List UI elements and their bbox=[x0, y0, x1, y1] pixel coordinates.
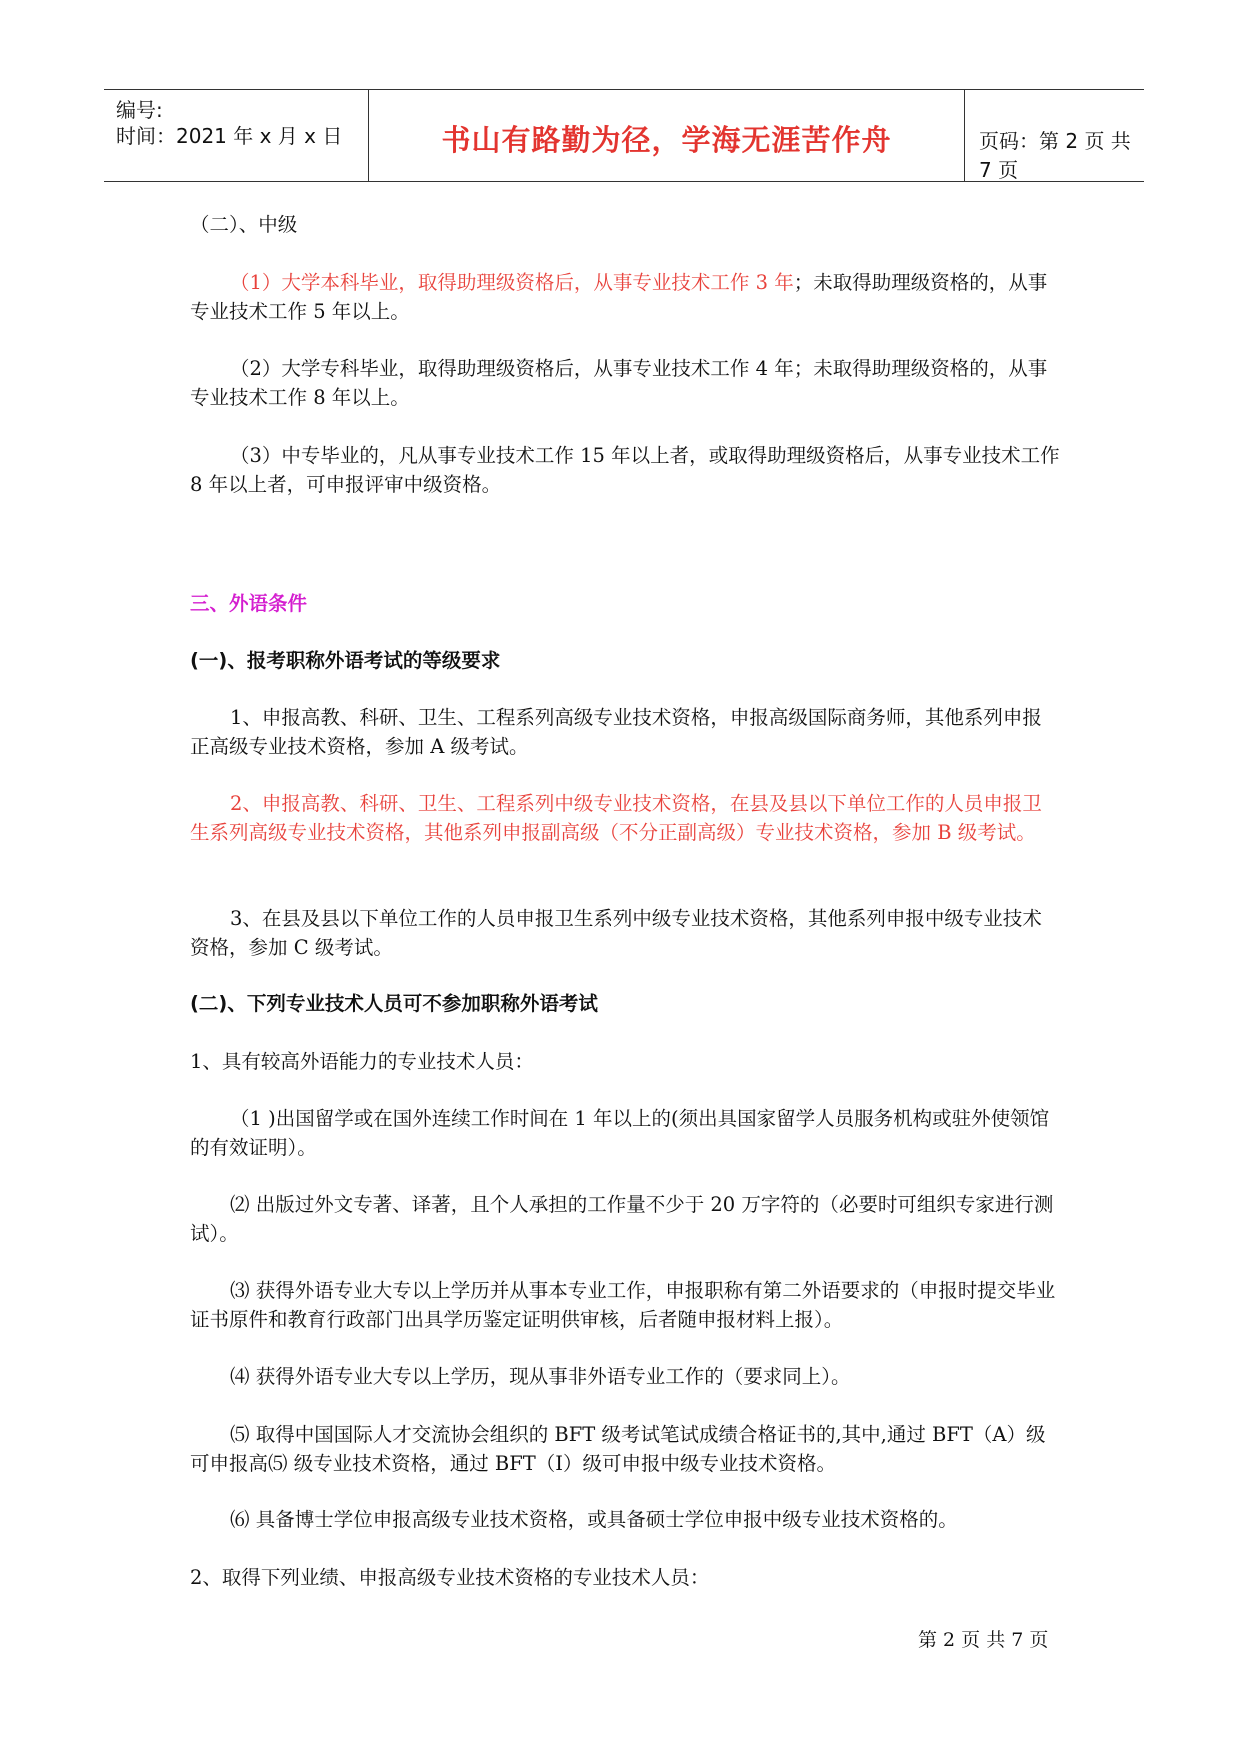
paragraph: 1、具有较高外语能力的专业技术人员： bbox=[190, 1050, 534, 1073]
paragraph: 2、取得下列业绩、申报高级专业技术资格的专业技术人员： bbox=[190, 1566, 710, 1589]
highlighted-text: （1）大学本科毕业，取得助理级资格后，从事专业技术工作 3 年 bbox=[230, 271, 794, 294]
page-footer: 第 2 页 共 7 页 bbox=[918, 1629, 1049, 1651]
paragraph: ⑹ 具备博士学位申报高级专业技术资格，或具备硕士学位申报中级专业技术资格的。 bbox=[230, 1508, 958, 1531]
subsection-heading: (二)、下列专业技术人员可不参加职称外语考试 bbox=[190, 992, 598, 1015]
highlighted-paragraph: 2、申报高教、科研、卫生、工程系列中级专业技术资格，在县及县以下单位工作的人员申报卫生系列高级专业技术资格，其他系列申报副高级（不分正副高级）专业技术资格，参加 B 级考试。 bbox=[190, 792, 1042, 844]
header-page-label: 页码：第 2 页 共 7 页 bbox=[979, 129, 1131, 182]
paragraph: ⑸ 取得中国国际人才交流协会组织的 BFT 级考试笔试成绩合格证书的,其中,通过 BFT（A）级可申报高⑸ 级专业技术资格，通过 BFT（I）级可申报中级专业技术资格。 bbox=[190, 1423, 1046, 1475]
subsection-heading: (一)、报考职称外语考试的等级要求 bbox=[190, 649, 501, 672]
header-table bbox=[104, 89, 1144, 182]
number-label: 编号: bbox=[116, 98, 163, 122]
header-page-cell bbox=[965, 90, 1144, 181]
paragraph: （1 )出国留学或在国外连续工作时间在 1 年以上的(须出具国家留学人员服务机构或驻外使领馆的有效证明）。 bbox=[190, 1107, 1050, 1159]
paragraph: 1、申报高教、科研、卫生、工程系列高级专业技术资格，申报高级国际商务师，其他系列申报正高级专业技术资格，参加 A 级考试。 bbox=[190, 706, 1042, 758]
paragraph: ⑵ 出版过外文专著、译著，且个人承担的工作量不少于 20 万字符的（必要时可组织专家进行测试）。 bbox=[190, 1193, 1054, 1245]
paragraph: （2）大学专科毕业，取得助理级资格后，从事专业技术工作 4 年；未取得助理级资格的，从事专业技术工作 8 年以上。 bbox=[190, 357, 1048, 409]
header-motto-cell bbox=[369, 90, 965, 181]
paragraph: ⑶ 获得外语专业大专以上学历并从事本专业工作，申报职称有第二外语要求的（申报时提交毕业证书原件和教育行政部门出具学历鉴定证明供审核，后者随申报材料上报）。 bbox=[190, 1279, 1056, 1331]
time-label: 时间：2021 年 x 月 x 日 bbox=[116, 124, 343, 148]
section-heading-intermediate: （二）、中级 bbox=[190, 213, 298, 236]
paragraph: （1）大学本科毕业，取得助理级资格后，从事专业技术工作 3 年；未取得助理级资格的，从事专业技术工作 5 年以上。 bbox=[190, 271, 1048, 323]
paragraph: 3、在县及县以下单位工作的人员申报卫生系列中级专业技术资格，其他系列申报中级专业技术资格，参加 C 级考试。 bbox=[190, 907, 1042, 959]
section-heading-foreign-language: 三、外语条件 bbox=[190, 592, 308, 615]
header-meta-cell bbox=[104, 90, 369, 181]
paragraph: ⑷ 获得外语专业大专以上学历，现从事非外语专业工作的（要求同上）。 bbox=[230, 1365, 851, 1388]
paragraph: （3）中专毕业的，凡从事专业技术工作 15 年以上者，或取得助理级资格后，从事专业技术工作 8 年以上者，可申报评审中级资格。 bbox=[190, 444, 1060, 496]
motto: 书山有路勤为径，学海无涯苦作舟 bbox=[441, 123, 892, 157]
